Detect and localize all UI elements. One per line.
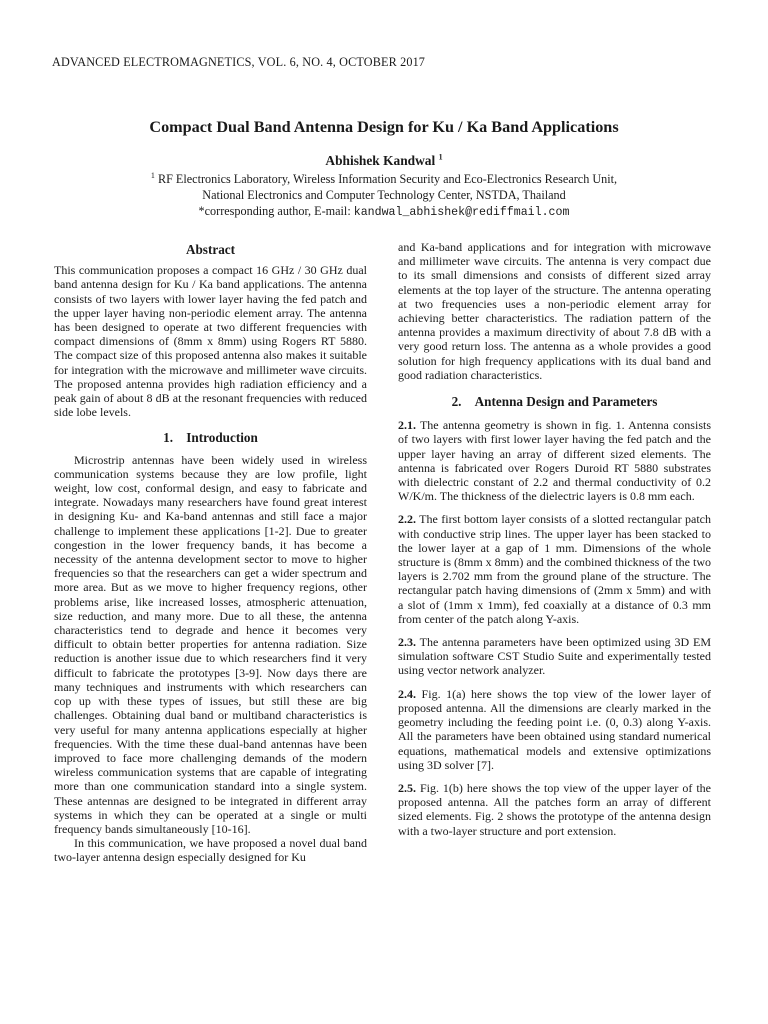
abstract-heading: Abstract [185,242,236,257]
author-line [0,153,768,169]
section-2-heading: 2. Antenna Design and Parameters [451,394,658,410]
email-link[interactable]: kandwal_abhishek@rediffmail.com [353,206,570,219]
subsection-text: The antenna parameters have been optimized using 3D EM simulation software CST Studio Suite and experimentally tested using vector network analyzer. [398,635,711,678]
subsection-text: Fig. 1(a) here shows the top view of the lower layer of proposed antenna. All the dimensions are clearly marked in the geometry including the feeding point i.e. (0, 0.3) along Y-axis. All the parameters have been obtained using standard numerical equations, mathematical models and extensive optimizations using 3D solver [7]. [398,686,711,772]
affiliation-sup: 1 [150,170,155,180]
subsection-2-5 [398,781,711,838]
subsection-2-4 [398,687,711,772]
subsection-2-3 [398,635,711,678]
affiliation-text-1: RF Electronics Laboratory, Wireless Information Security and Eco-Electronics Research Unit, [157,172,618,186]
intro-paragraph-1: Microstrip antennas have been widely used in wireless communication systems because they are low profile, light weight, low cost, conformal design, and easy to fabricate and integrate. Nowadays many researchers have found great interest in designing Ku- and Ka-band antennas and still face a major challenge to implement these applications [1-2]. Due to greater congestion in the lower frequency bands, it has become a necessity of the antenna development sector to move to higher frequencies so that the researchers can get a wider spectrum and more area. But as we move to higher frequency regions, other problems arise, like increased losses, atmospheric attenuation, size reduction, and many more. Due to all these, the antenna characteristics tend to degrade and hence it becomes very difficult to obtain better properties for antenna radiation. Size reduction is another issue due to which researchers find it very difficult to fabricate the prototypes [3-9]. Now days there are many techniques and instruments with which researchers can cop up with these types of issues, but still these are big challenges. Obtaining dual band or multiband characteristics is very useful for many antenna applications especially at higher frequencies. With the time these dual-band antennas have been improved to face more challenging demands of the modern wireless communication systems that are capable of integrating more than one communication standard into a single system. These antennas are designed to be integrated in different array systems in which they can be operated at a single or multi frequency bands simultaneously [10-16]. [54,452,367,836]
affiliation [0,171,768,221]
corresponding-prefix: *corresponding author, E-mail: [198,204,354,218]
left-column [54,240,367,865]
abstract-text: This communication proposes a compact 16 GHz / 30 GHz dual band antenna design for Ku / Ka band applications. The antenna consists of two layers with lower layer having the fed patch and the upper layer having non-periodic element array. The antenna has been designed to operate at two different frequencies with compact dimensions of (8mm x 8mm) using Rogers RT 5880. The compact size of this proposed antenna also makes it suitable for integration with the microwave and millimeter wave circuits. The proposed antenna provides high radiation efficiency and a peak gain of about 8 dB at the resonant frequencies with reduced side lobe levels. [54,263,367,420]
corresponding-line [0,203,768,221]
subsection-number: 2.1. [398,418,416,433]
subsection-2-2 [398,512,711,626]
subsection-number: 2.2. [398,512,416,527]
subsection-2-1 [398,418,711,503]
author-sup: 1 [438,152,443,162]
subsection-text: Fig. 1(b) here shows the top view of the upper layer of the proposed antenna. All the patches form an array of different sized elements. Fig. 2 shows the prototype of the antenna design with a two-layer structure and port extension. [398,780,711,838]
intro-continuation: and Ka-band applications and for integration with microwave and millimeter wave circuits. The antenna is very compact due to its small dimensions and consists of different sized array elements at the top layer of the structure. The antenna operating at two frequencies uses a non-periodic element array for achieving better characteristics. The radiation pattern of the antenna provides a maximum directivity of about 7.8 dB with a very good return loss. The antenna as a whole provides a good solution for high frequency applications with its dual band and good radiation characteristics. [398,240,711,382]
affiliation-line-1 [0,171,768,187]
paper-title: Compact Dual Band Antenna Design for Ku / Ka Band Applications [149,118,619,136]
subsection-text: The first bottom layer consists of a slotted rectangular patch with conductive strip lines. The upper layer has been stacked to the lower layer at a gap of 1 mm. Dimensions of the whole structure is (8mm x 8mm) and the combined thickness of the two layers is 2.702 mm from the ground plane of the structure. The rectangular patch having dimensions of (2mm x 5mm) and with a slot of (1mm x 1mm), fed coaxially at a distance of 0.3 mm from center of the patch along Y-axis. [398,512,711,626]
intro-paragraph-2: In this communication, we have proposed a novel dual band two-layer antenna design especially designed for Ku [54,836,367,865]
affiliation-line-2: National Electronics and Computer Technology Center, NSTDA, Thailand [202,188,566,202]
right-column [398,240,711,838]
subsection-number: 2.3. [398,635,416,650]
title-block [0,118,768,221]
author-name: Abhishek Kandwal [325,153,436,168]
subsection-number: 2.4. [398,686,416,701]
subsection-text: The antenna geometry is shown in fig. 1. Antenna consists of two layers with first lower layer having the fed patch and the upper layer having an array of different sized elements. The antenna is fabricated over Rogers Duroid RT 5880 substrates with dielectric constant of 2.2 and thermal conductivity of 0.2 W/K/m. The thickness of the dielectric layers is 0.8 mm each. [398,418,711,504]
subsection-number: 2.5. [398,780,416,795]
introduction-heading: 1. Introduction [163,430,258,446]
journal-header: ADVANCED ELECTROMAGNETICS, VOL. 6, NO. 4, OCTOBER 2017 [52,55,426,69]
